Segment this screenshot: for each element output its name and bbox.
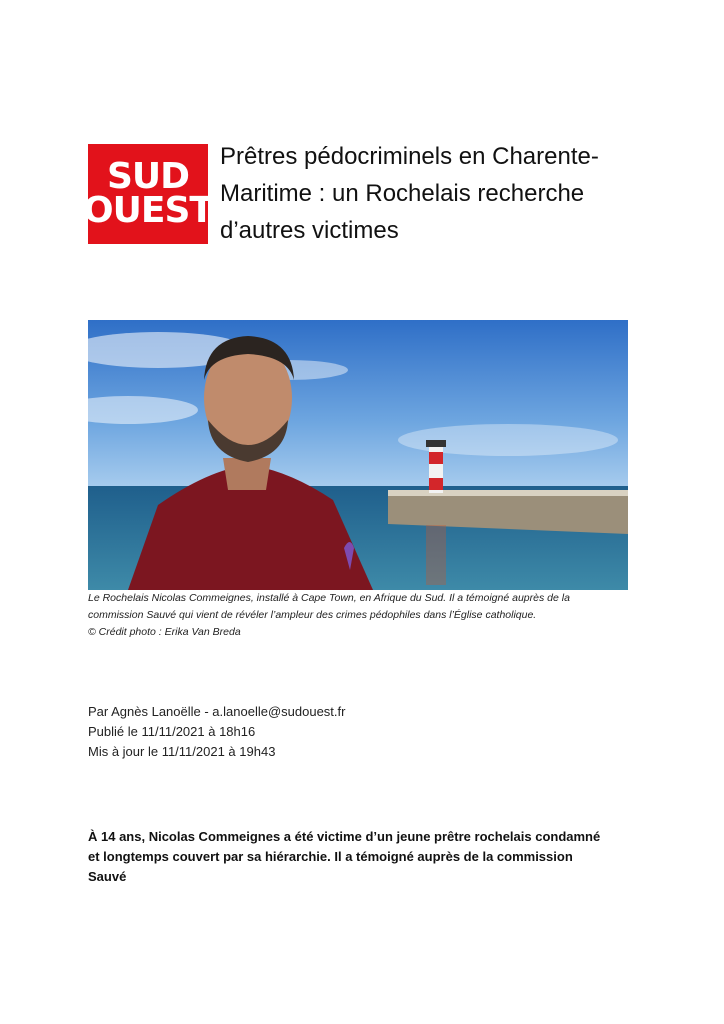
article-meta: [88, 702, 628, 762]
updated-date: Mis à jour le 11/11/2021 à 19h43: [88, 744, 276, 759]
logo-line-1: SUD: [106, 155, 190, 197]
photo-caption: [88, 590, 628, 641]
article-photo: [88, 320, 628, 590]
article-title: Prêtres pédocriminels en Charente-Maritime : un Rochelais recherche d’autres victimes: [220, 143, 599, 244]
photo-illustration: [88, 320, 628, 590]
photo-credit: © Crédit photo : Erika Van Breda: [88, 626, 241, 638]
article-lead: À 14 ans, Nicolas Commeignes a été victime d’un jeune prêtre rochelais condamné et longtemps couvert par sa hiérarchie. Il a témoigné auprès de la commission Sauvé: [88, 829, 601, 884]
sud-ouest-logo: [83, 144, 213, 244]
author-byline: Par Agnès Lanoëlle - a.lanoelle@sudouest.fr: [88, 704, 346, 719]
logo-line-2: OUEST: [83, 190, 213, 231]
published-date: Publié le 11/11/2021 à 18h16: [88, 724, 256, 739]
caption-text: Le Rochelais Nicolas Commeignes, installé à Cape Town, en Afrique du Sud. Il a témoigné auprès de la commission Sauvé qui vient de révéler l’ampleur des crimes pédophiles dans l’Église catholique.: [88, 592, 570, 621]
